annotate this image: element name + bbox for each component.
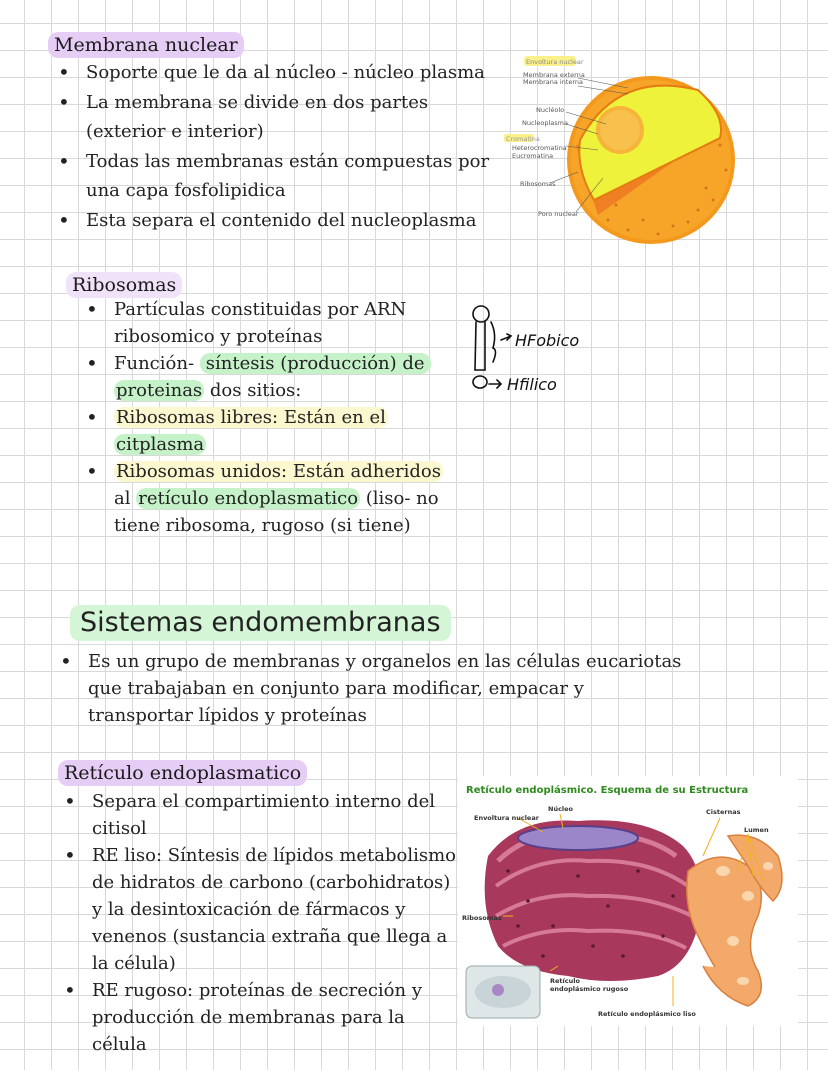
svg-text:Ribosomas: Ribosomas (520, 180, 556, 188)
list-item: • Ribosomas libres: Están en el citplasma (86, 404, 466, 458)
svg-text:Envoltura nuclear: Envoltura nuclear (526, 58, 584, 66)
list-item: • Esta separa el contenido del nucleoplasma (58, 206, 508, 236)
svg-text:Heterocromatina: Heterocromatina (512, 144, 567, 152)
svg-text:endoplásmico rugoso: endoplásmico rugoso (550, 985, 629, 993)
list-item: • Todas las membranas están compuestas por una capa fosfolipidica (58, 147, 508, 206)
er-heading: Retículo endoplasmatico (58, 760, 307, 786)
svg-text:Núcleo: Núcleo (548, 805, 574, 813)
svg-text:Cromatina: Cromatina (506, 135, 540, 143)
svg-text:Ribosomas: Ribosomas (462, 914, 502, 922)
list-item: • Partículas constituidas por ARN ribosomico y proteínas (86, 296, 466, 350)
nucleus-diagram (498, 50, 748, 245)
svg-text:Membrana externa: Membrana externa (523, 71, 585, 79)
svg-text:Envoltura nuclear: Envoltura nuclear (474, 814, 539, 822)
list-item: • Soporte que le da al núcleo - núcleo plasma (58, 58, 508, 88)
list-item: • Separa el compartimiento interno del citisol (64, 788, 464, 842)
ribosomes-heading: Ribosomas (66, 272, 182, 298)
svg-text:Nucleoplasma: Nucleoplasma (522, 119, 568, 127)
svg-text:Nucléolo: Nucléolo (536, 106, 565, 114)
endomembrane-list (60, 648, 760, 729)
phospholipid-sketch (465, 300, 605, 410)
nuclear-membrane-heading: Membrana nuclear (48, 32, 244, 58)
svg-text:Lumen: Lumen (744, 826, 769, 834)
list-item: • Función- síntesis (producción) de proteinas dos sitios: (86, 350, 466, 404)
svg-text:HFobico: HFobico (515, 331, 580, 350)
svg-text:Retículo: Retículo (550, 977, 580, 985)
ribosomes-list (86, 296, 466, 539)
svg-text:Poro nuclear: Poro nuclear (538, 210, 579, 218)
svg-text:Cisternas: Cisternas (706, 808, 741, 816)
list-item: • RE liso: Síntesis de lípidos metabolismo de hidratos de carbono (carbohidratos) y la desintoxicación de fármacos y venenos (sustancia extraña que llega a la célula) (64, 842, 464, 977)
nuclear-membrane-list (58, 58, 508, 235)
list-item: • Es un grupo de membranas y organelos en las células eucariotas que trabajaban en conjunto para modificar, empacar y transportar lípidos y proteínas (60, 648, 760, 729)
svg-text:Membrana interna: Membrana interna (523, 78, 584, 86)
svg-text:Eucromatina: Eucromatina (512, 152, 554, 160)
er-diagram (458, 776, 798, 1026)
er-list (64, 788, 464, 1058)
svg-text:Retículo endoplásmico liso: Retículo endoplásmico liso (598, 1010, 696, 1018)
list-item: • La membrana se divide en dos partes (exterior e interior) (58, 88, 508, 147)
svg-text:Retículo endoplásmico. Esquema: Retículo endoplásmico. Esquema de su Estructura (466, 785, 749, 796)
endomembrane-title: Sistemas endomembranas (70, 605, 451, 641)
svg-text:Hfilico: Hfilico (507, 375, 557, 394)
list-item: • RE rugoso: proteínas de secreción y producción de membranas para la célula (64, 977, 464, 1058)
list-item: • Ribosomas unidos: Están adheridos al retículo endoplasmatico (liso- no tiene ribosoma, rugoso (si tiene) (86, 458, 466, 539)
